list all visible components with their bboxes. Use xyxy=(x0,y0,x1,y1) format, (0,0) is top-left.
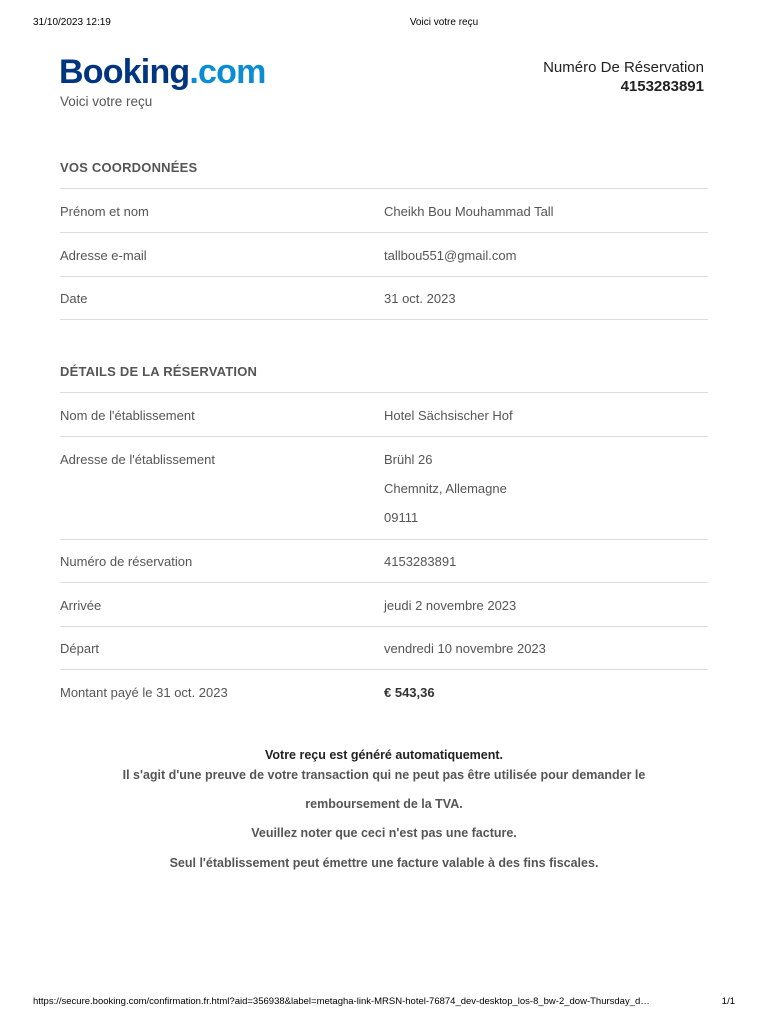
print-page-title: Voici votre reçu xyxy=(409,17,479,28)
name-label: Prénom et nom xyxy=(60,204,149,219)
checkin-label: Arrivée xyxy=(60,598,102,613)
reservation-number-value: 4153283891 xyxy=(620,78,704,95)
email-value: tallbou551@gmail.com xyxy=(384,248,517,263)
reservation-number-label: Numéro De Réservation xyxy=(543,59,704,76)
logo-com-text: .com xyxy=(189,53,266,91)
date-value: 31 oct. 2023 xyxy=(384,291,456,306)
divider xyxy=(60,582,708,583)
notice-line-2: Il s'agit d'une preuve de votre transaction qui ne peut pas être utilisée pour demander le xyxy=(122,768,646,782)
property-address-line-2: Chemnitz, Allemagne xyxy=(384,481,507,496)
checkout-label: Départ xyxy=(60,641,100,656)
notice-line-3: remboursement de la TVA. xyxy=(305,797,463,811)
divider xyxy=(60,392,708,393)
logo-booking-text: Booking xyxy=(59,53,190,91)
email-label: Adresse e-mail xyxy=(60,248,147,263)
section-title-details: DÉTAILS DE LA RÉSERVATION xyxy=(60,364,258,379)
divider xyxy=(60,188,708,189)
print-datetime: 31/10/2023 12:19 xyxy=(33,17,111,28)
booking-logo xyxy=(59,52,266,92)
print-footer-url: https://secure.booking.com/confirmation.fr.html?aid=356938&label=metagha-link-MRSN-hotel-76874_dev-desktop_los-8_bw-2_dow-Thursday_d… xyxy=(33,996,650,1007)
property-name-label: Nom de l'établissement xyxy=(60,408,195,423)
receipt-subtitle: Voici votre reçu xyxy=(60,94,153,109)
print-page-number: 1/1 xyxy=(721,996,735,1007)
property-name-value: Hotel Sächsischer Hof xyxy=(384,408,513,423)
notice-line-1: Votre reçu est généré automatiquement. xyxy=(264,748,504,762)
amount-paid-value: € 543,36 xyxy=(384,685,435,700)
divider xyxy=(60,276,708,277)
property-address-label: Adresse de l'établissement xyxy=(60,452,215,467)
booking-number-label: Numéro de réservation xyxy=(60,554,193,569)
property-address-line-1: Brühl 26 xyxy=(384,452,433,467)
divider xyxy=(60,436,708,437)
notice-line-4: Veuillez noter que ceci n'est pas une facture. xyxy=(251,826,517,840)
property-address-line-3: 09111 xyxy=(384,510,419,525)
divider xyxy=(60,669,708,670)
booking-number-value: 4153283891 xyxy=(384,554,457,569)
date-label: Date xyxy=(60,291,88,306)
divider xyxy=(60,626,708,627)
notice-line-5: Seul l'établissement peut émettre une facture valable à des fins fiscales. xyxy=(169,856,599,870)
divider xyxy=(60,319,708,320)
amount-paid-label: Montant payé le 31 oct. 2023 xyxy=(60,685,228,700)
checkout-value: vendredi 10 novembre 2023 xyxy=(384,641,546,656)
divider xyxy=(60,539,708,540)
section-title-coordonnees: VOS COORDONNÉES xyxy=(60,160,198,175)
name-value: Cheikh Bou Mouhammad Tall xyxy=(384,204,554,219)
divider xyxy=(60,232,708,233)
checkin-value: jeudi 2 novembre 2023 xyxy=(384,598,517,613)
